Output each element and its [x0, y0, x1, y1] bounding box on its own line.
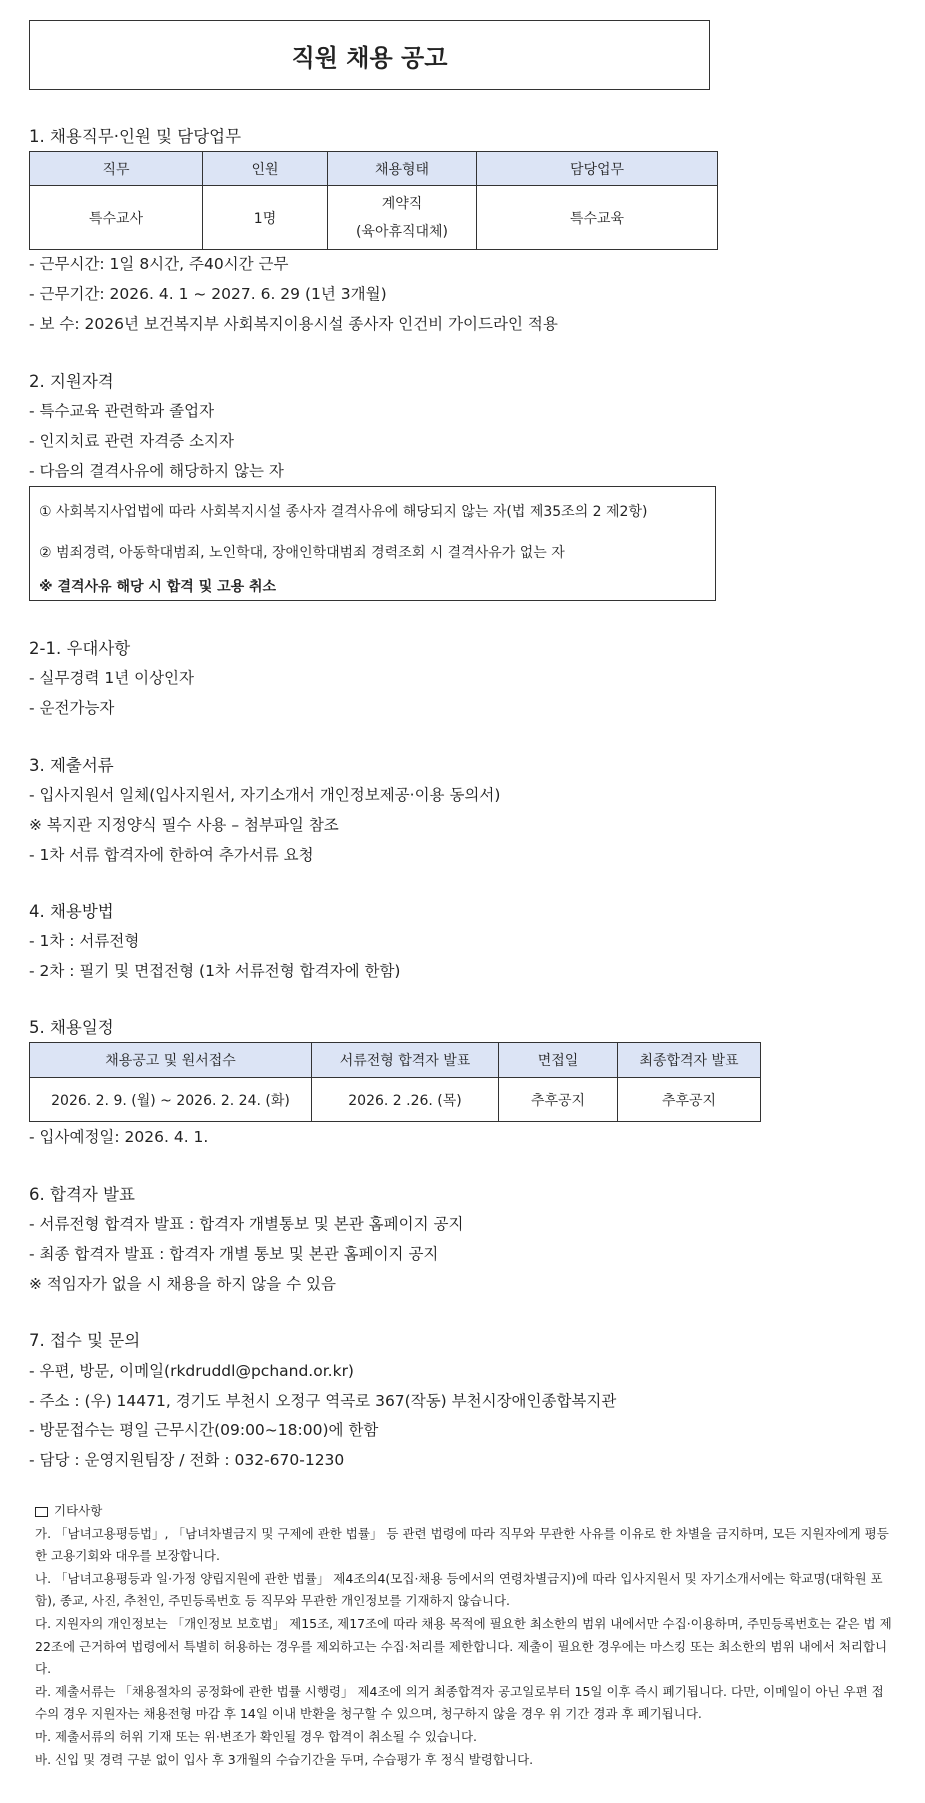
table-cell: 1명 — [203, 186, 328, 250]
section-heading: 2-1. 우대사항 — [29, 639, 131, 658]
section-heading: 4. 채용방법 — [29, 902, 114, 921]
table-header: 채용공고 및 원서접수 — [30, 1043, 312, 1078]
table-cell-line: (육아휴직대체) — [355, 223, 449, 240]
table-header: 담당업무 — [477, 152, 718, 186]
table-row — [30, 1078, 761, 1122]
table-header: 채용형태 — [328, 152, 477, 186]
text-line: - 근무시간: 1일 8시간, 주40시간 근무 — [29, 255, 289, 273]
table-header: 최종합격자 발표 — [618, 1043, 761, 1078]
misc-title-row — [35, 1500, 895, 1523]
misc-item: 나. 「남녀고용평등과 일·가정 양립지원에 관한 법률」 제4조의4(모집·채용 등에서의 연령차별금지)에 따라 입사지원서 및 자기소개서에는 학교명(대학원 포함), 종교, 사진, 추천인, 주민등록번호 등 직무와 무관한 개인정보를 기재하지 않습니다. — [35, 1570, 883, 1609]
text-line: - 2차 : 필기 및 면접전형 (1차 서류전형 합격자에 한함) — [29, 962, 401, 980]
section-heading: 7. 접수 및 문의 — [29, 1331, 141, 1350]
text-line: - 주소 : (우) 14471, 경기도 부천시 오정구 역곡로 367(작동) 부천시장애인종합복지관 — [29, 1392, 617, 1410]
text-line: - 다음의 결격사유에 해당하지 않는 자 — [29, 462, 284, 480]
text-line: - 인지치료 관련 자격증 소지자 — [29, 432, 234, 450]
table-header: 직무 — [30, 152, 203, 186]
square-icon — [35, 1507, 48, 1517]
text-line: ※ 복지관 지정양식 필수 사용 – 첨부파일 참조 — [29, 816, 339, 834]
misc-notes — [35, 1500, 895, 1771]
disqualification-box — [29, 486, 716, 601]
section-heading: 3. 제출서류 — [29, 756, 114, 775]
job-table — [29, 151, 718, 250]
misc-item: 라. 제출서류는 「채용절차의 공정화에 관한 법률 시행령」 제4조에 의거 최종합격자 공고일로부터 15일 이후 즉시 폐기됩니다. 다만, 이메일이 아닌 우편 접수의 경우 지원자는 채용전형 마감 후 14일 이내 반환을 청구할 수 있으며, 청구하지 않을 경우 위 기간 경과 후 폐기됩니다. — [35, 1683, 884, 1722]
misc-item: 마. 제출서류의 허위 기재 또는 위·변조가 확인될 경우 합격이 취소될 수 있습니다. — [35, 1728, 478, 1744]
box-note: ※ 결격사유 해당 시 합격 및 고용 취소 — [39, 579, 277, 595]
text-line: - 운전가능자 — [29, 699, 115, 717]
misc-item: 다. 지원자의 개인정보는 「개인정보 보호법」 제15조, 제17조에 따라 채용 목적에 필요한 최소한의 범위 내에서만 수집·이용하며, 주민등록번호는 같은 법 제22조에 근거하여 법령에서 특별히 허용하는 경우를 제외하고는 수집·처리를 제한합니다. 제출이 필요한 경우에는 마스킹 또는 최소한의 범위 내에서 처리합니다. — [35, 1615, 892, 1677]
text-line: - 1차 서류 합격자에 한하여 추가서류 요청 — [29, 846, 314, 864]
text-line: - 입사지원서 일체(입사지원서, 자기소개서 개인정보제공·이용 동의서) — [29, 786, 501, 804]
misc-title: 기타사항 — [54, 1503, 103, 1518]
text-line: - 1차 : 서류전형 — [29, 932, 140, 950]
table-cell: 특수교육 — [477, 186, 718, 250]
section-heading: 5. 채용일정 — [29, 1018, 114, 1037]
table-cell — [328, 186, 477, 250]
misc-item: 가. 「남녀고용평등법」, 「남녀차별금지 및 구제에 관한 법률」 등 관련 법령에 따라 직무와 무관한 사유를 이유로 한 차별을 금지하며, 모든 지원자에게 평등한 고용기회와 대우를 보장합니다. — [35, 1525, 889, 1564]
text-line: - 보 수: 2026년 보건복지부 사회복지이용시설 종사자 인건비 가이드라인 적용 — [29, 315, 558, 333]
table-cell: 추후공지 — [499, 1078, 618, 1122]
table-cell: 추후공지 — [618, 1078, 761, 1122]
table-header: 인원 — [203, 152, 328, 186]
text-line: - 우편, 방문, 이메일(rkdruddl@pchand.or.kr) — [29, 1362, 354, 1380]
text-line: - 특수교육 관련학과 졸업자 — [29, 402, 215, 420]
misc-item: 바. 신입 및 경력 구분 없이 입사 후 3개월의 수습기간을 두며, 수습평가 후 정식 발령합니다. — [35, 1751, 534, 1767]
text-line: ※ 적임자가 없을 시 채용을 하지 않을 수 있음 — [29, 1275, 336, 1293]
section-heading: 2. 지원자격 — [29, 372, 114, 391]
table-header: 서류전형 합격자 발표 — [312, 1043, 499, 1078]
text-line: - 근무기간: 2026. 4. 1 ~ 2027. 6. 29 (1년 3개월) — [29, 285, 387, 303]
page-title: 직원 채용 공고 — [29, 20, 710, 90]
box-line: ② 범죄경력, 아동학대범죄, 노인학대, 장애인학대범죄 경력조회 시 결격사유가 없는 자 — [39, 545, 565, 561]
table-row — [30, 186, 718, 250]
table-cell: 2026. 2 .26. (목) — [312, 1078, 499, 1122]
section-heading: 6. 합격자 발표 — [29, 1185, 135, 1204]
table-header: 면접일 — [499, 1043, 618, 1078]
box-line: ① 사회복지사업법에 따라 사회복지시설 종사자 결격사유에 해당되지 않는 자(법 제35조의 2 제2항) — [39, 504, 648, 520]
text-line: - 입사예정일: 2026. 4. 1. — [29, 1128, 209, 1146]
text-line: - 담당 : 운영지원팀장 / 전화 : 032-670-1230 — [29, 1451, 345, 1469]
table-cell-line: 계약직 — [381, 195, 423, 212]
text-line: - 방문접수는 평일 근무시간(09:00~18:00)에 한함 — [29, 1421, 379, 1439]
table-cell: 2026. 2. 9. (월) ~ 2026. 2. 24. (화) — [30, 1078, 312, 1122]
section-heading: 1. 채용직무·인원 및 담당업무 — [29, 127, 242, 146]
text-line: - 최종 합격자 발표 : 합격자 개별 통보 및 본관 홈페이지 공지 — [29, 1245, 439, 1263]
table-cell: 특수교사 — [30, 186, 203, 250]
text-line: - 서류전형 합격자 발표 : 합격자 개별통보 및 본관 홈페이지 공지 — [29, 1215, 464, 1233]
schedule-table — [29, 1042, 761, 1122]
text-line: - 실무경력 1년 이상인자 — [29, 669, 194, 687]
